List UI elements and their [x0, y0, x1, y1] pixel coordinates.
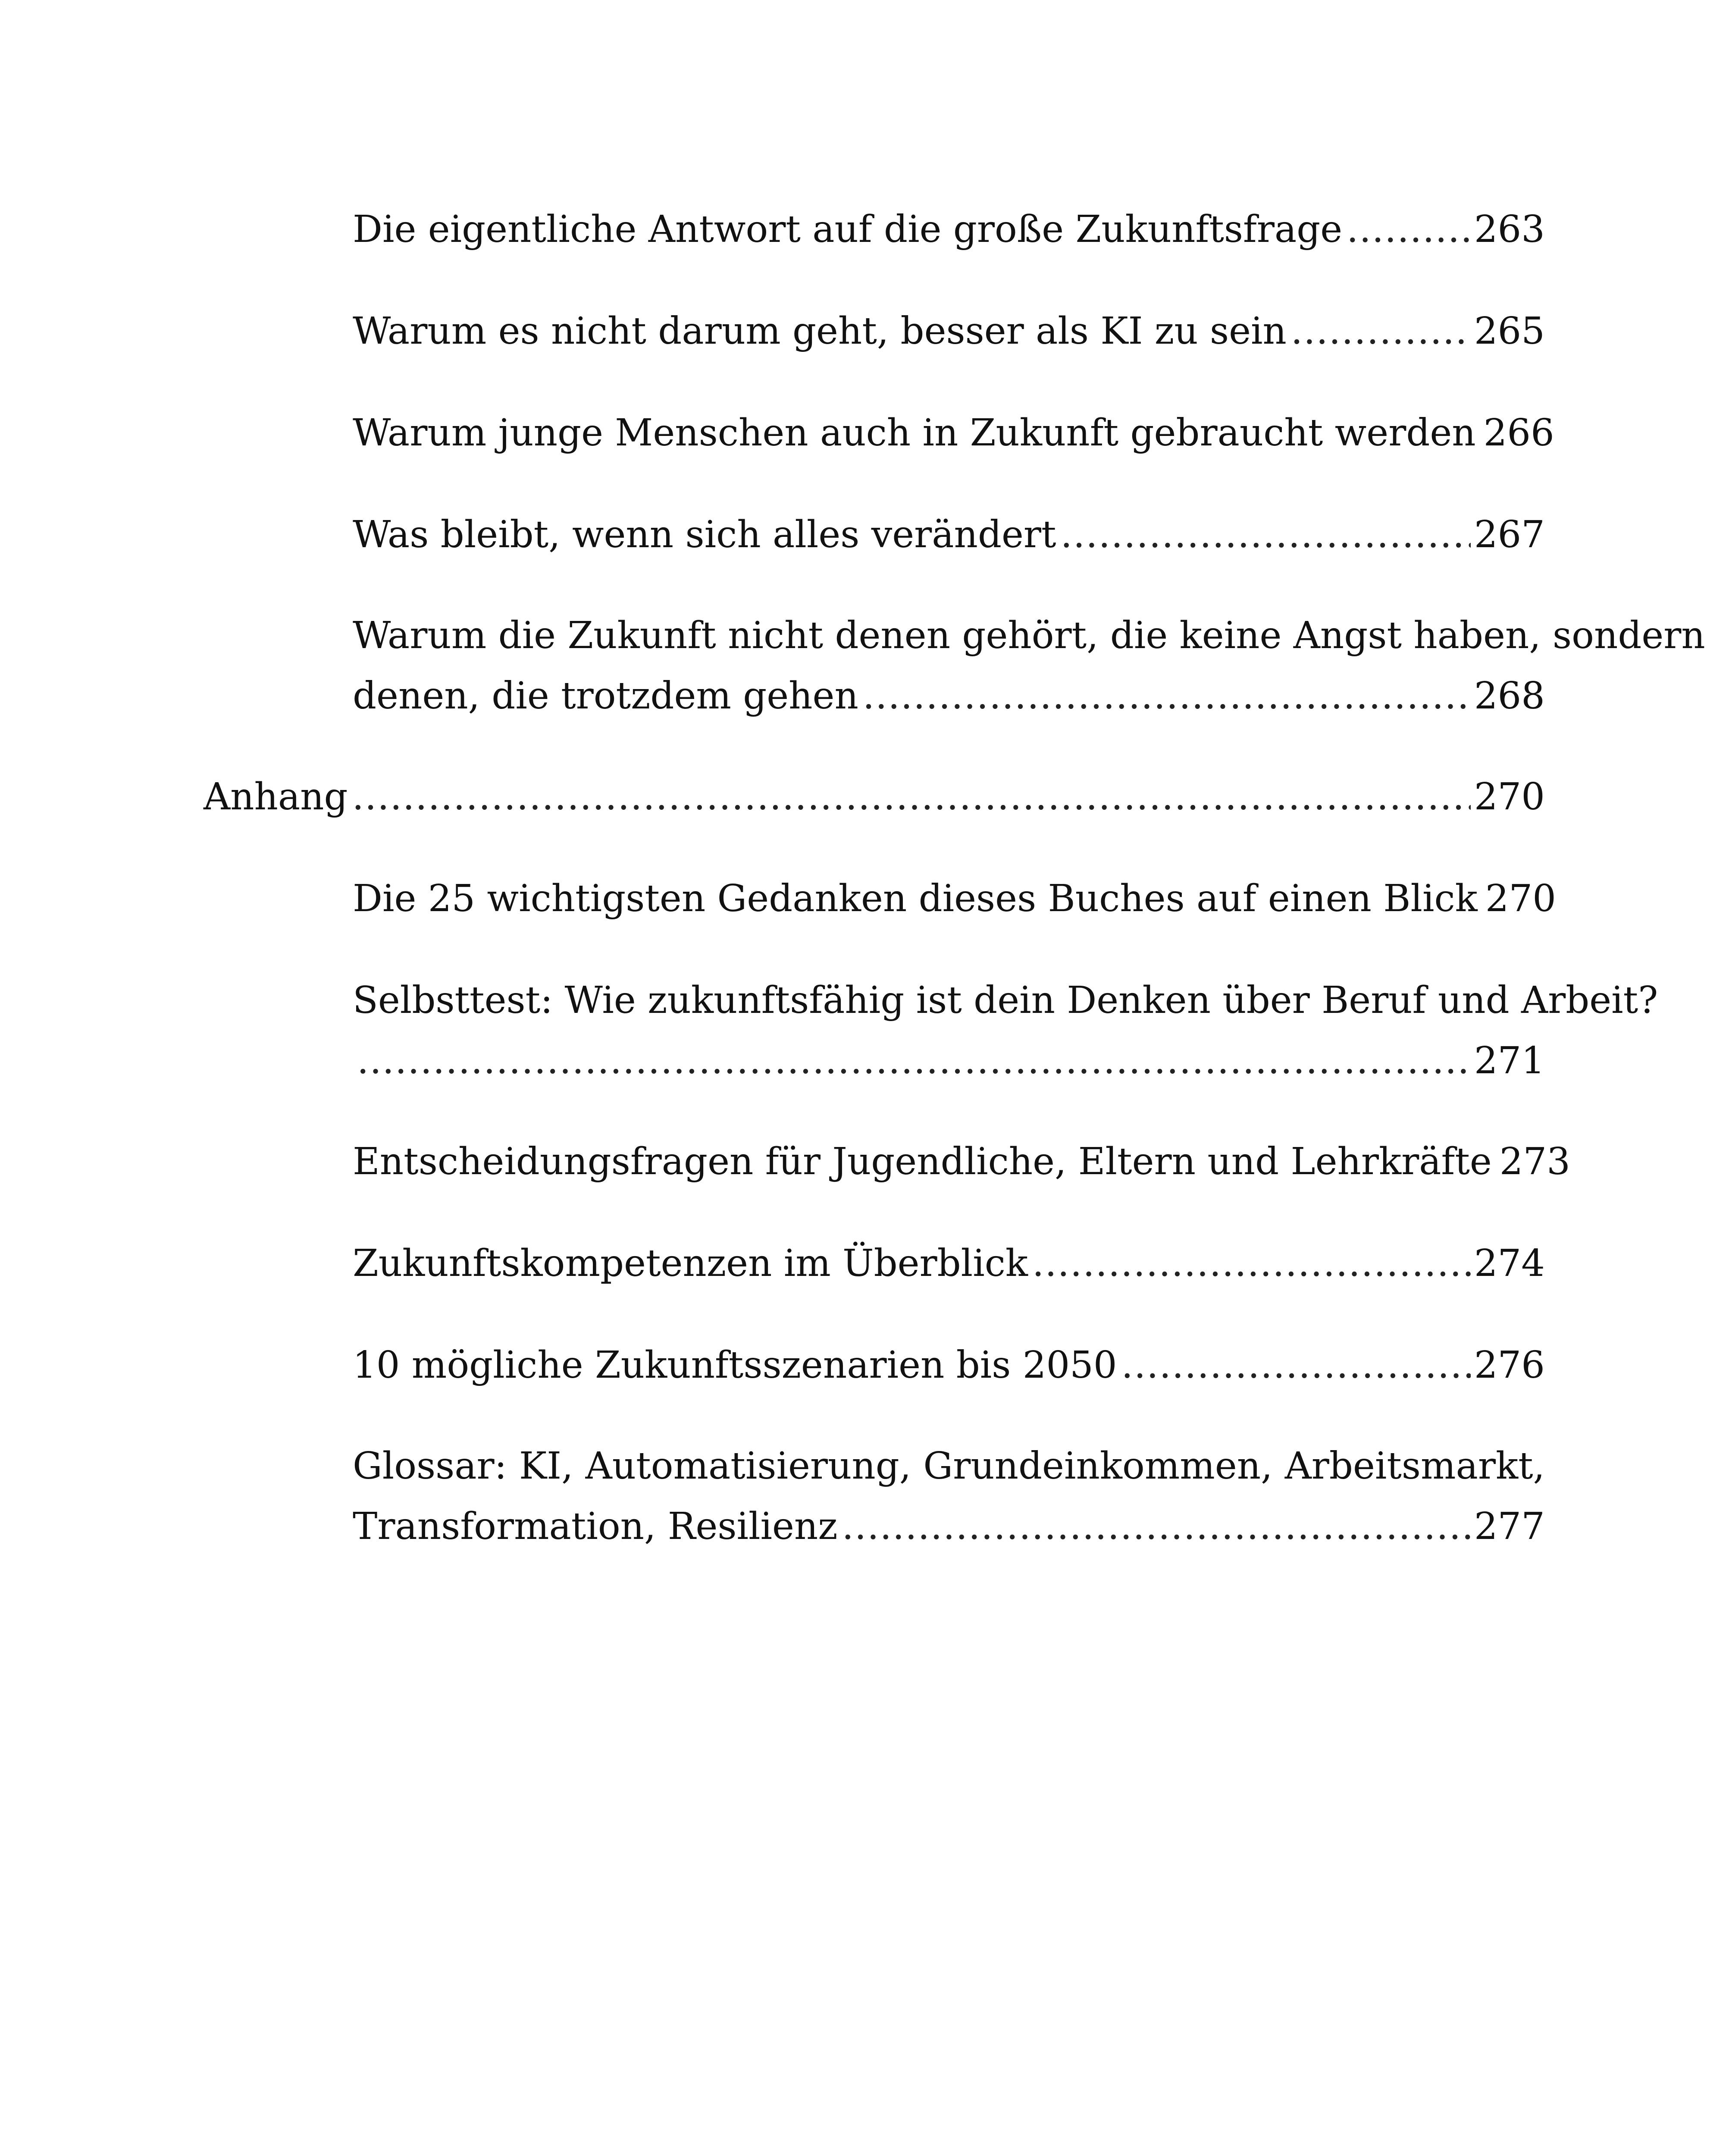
toc-entry-title: Warum es nicht darum geht, besser als KI zu sein [353, 310, 1287, 353]
toc-entry[interactable] [353, 199, 1545, 260]
toc-page-number: 270 [1474, 775, 1545, 818]
toc-entry-first-line[interactable] [353, 605, 1705, 666]
toc-entry-title: Was bleibt, wenn sich alles verändert [353, 513, 1056, 556]
toc-entry-title: Warum junge Menschen auch in Zukunft gebraucht werden [353, 411, 1476, 454]
dot-leader [352, 767, 1471, 827]
dot-leader [1121, 1335, 1471, 1395]
toc-entry-title: Entscheidungsfragen für Jugendliche, Eltern und Lehrkräfte [353, 1140, 1492, 1183]
toc-entry-continuation[interactable] [353, 1031, 1545, 1091]
toc-entry[interactable] [353, 1233, 1545, 1294]
toc-page-number: 268 [1474, 674, 1545, 718]
toc-entry[interactable] [353, 1335, 1545, 1395]
dot-leader [1291, 301, 1471, 361]
dot-leader [1347, 199, 1471, 260]
toc-entry[interactable] [353, 403, 1554, 463]
toc-entry-title: denen, die trotzdem gehen [353, 674, 858, 718]
toc-page-number: 277 [1474, 1505, 1545, 1548]
dot-leader [1032, 1233, 1471, 1294]
toc-entry-title: Die eigentliche Antwort auf die große Zukunftsfrage [353, 208, 1343, 251]
toc-entry[interactable] [353, 868, 1556, 929]
dot-leader [863, 666, 1471, 726]
toc-entry-title: Zukunftskompetenzen im Überblick [353, 1242, 1028, 1285]
toc-chapter-entry[interactable] [204, 767, 1545, 827]
toc-entry-continuation[interactable] [353, 1496, 1545, 1557]
toc-page-number: 273 [1499, 1140, 1570, 1183]
toc-page-number: 271 [1474, 1039, 1545, 1082]
toc-page-number: 274 [1474, 1242, 1545, 1285]
toc-page-number: 263 [1474, 208, 1545, 251]
toc-entry[interactable] [353, 1131, 1570, 1192]
dot-leader [1061, 505, 1471, 565]
toc-page-number: 270 [1485, 877, 1556, 920]
dot-leader [357, 1031, 1471, 1091]
toc-entry-title: Selbsttest: Wie zukunftsfähig ist dein Denken über Beruf und Arbeit? [353, 979, 1658, 1022]
toc-page-number: 266 [1483, 411, 1554, 454]
toc-entry[interactable] [353, 301, 1545, 361]
toc-entry-title: Transformation, Resilienz [353, 1505, 838, 1548]
toc-page-number: 276 [1474, 1344, 1545, 1387]
toc-entry[interactable] [353, 505, 1545, 565]
toc-entry-title: Warum die Zukunft nicht denen gehört, die keine Angst haben, sondern [353, 614, 1705, 657]
toc-entry-first-line[interactable] [353, 1436, 1545, 1496]
toc-chapter-title: Anhang [204, 775, 348, 818]
toc-page-number: 267 [1474, 513, 1545, 556]
toc-entry-first-line[interactable] [353, 970, 1658, 1031]
dot-leader [842, 1496, 1471, 1557]
toc-entry-title: 10 mögliche Zukunftsszenarien bis 2050 [353, 1344, 1117, 1387]
toc-entry-title: Glossar: KI, Automatisierung, Grundeinkommen, Arbeitsmarkt, [353, 1445, 1545, 1488]
toc-page-number: 265 [1474, 310, 1545, 353]
toc-entry-title: Die 25 wichtigsten Gedanken dieses Buches auf einen Blick [353, 877, 1478, 920]
toc-entry-continuation[interactable] [353, 666, 1545, 726]
